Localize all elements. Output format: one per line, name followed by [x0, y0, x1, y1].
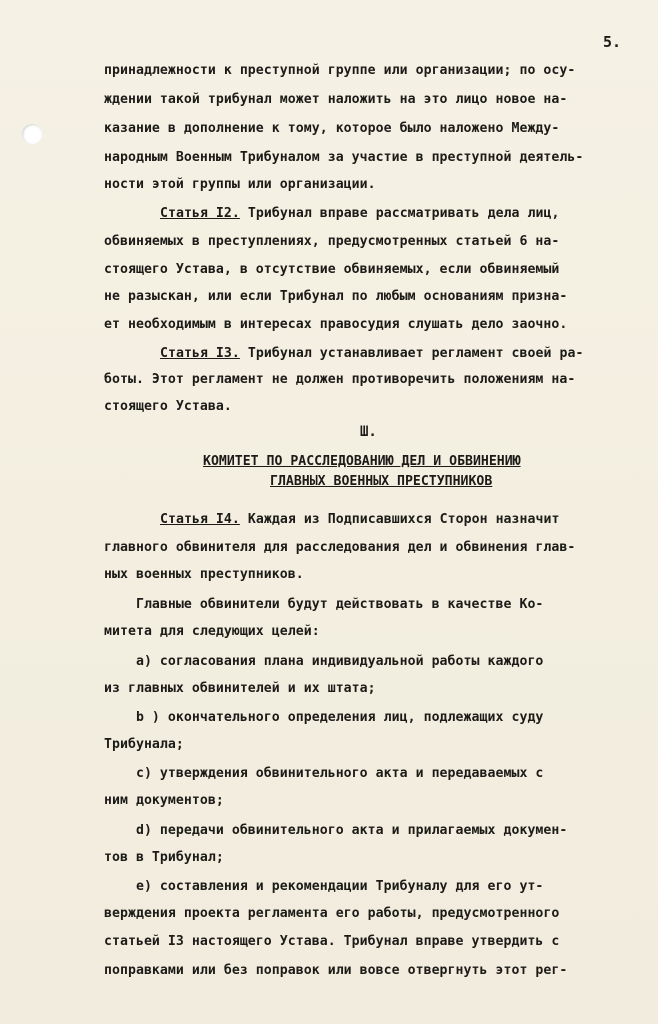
paragraph-line: казание в дополнение к тому, которое было наложено Между- [104, 121, 560, 136]
paragraph-line: главного обвинителя для расследования дел и обвинения глав- [104, 540, 576, 555]
section-heading-line-1: КОМИТЕТ ПО РАССЛЕДОВАНИЮ ДЕЛ И ОБВИНЕНИЮ [203, 454, 521, 469]
article-14-text: Каждая из Подписавшихся Сторон назначит [239, 512, 560, 527]
list-item-a-line: из главных обвинителей и их штата; [104, 681, 376, 696]
section-heading-line-2: ГЛАВНЫХ ВОЕННЫХ ПРЕСТУПНИКОВ [270, 474, 493, 489]
paragraph-line: стоящего Устава, в отсутствие обвиняемых, если обвиняемый [104, 262, 560, 277]
article-14-label: Статья I4. [160, 512, 240, 527]
article-12-text: Трибунал вправе рассматривать дела лиц, [239, 206, 560, 221]
list-item-b-line: b ) окончательного определения лиц, подлежащих суду [104, 710, 544, 725]
article-12-first-line [160, 205, 560, 223]
paragraph-line: народным Военным Трибуналом за участие в преступной деятель- [104, 150, 584, 165]
article-13-label: Статья I3. [160, 346, 240, 361]
section-numeral: Ш. [360, 424, 377, 440]
paragraph-line: стоящего Устава. [104, 399, 232, 414]
paragraph-line: митета для следующих целей: [104, 624, 320, 639]
paragraph-line: боты. Этот регламент не должен противоречить положениям на- [104, 372, 576, 387]
list-item-c-line: ним документов; [104, 793, 224, 808]
list-item-d-line: тов в Трибунал; [104, 850, 224, 865]
list-item-d-line: d) передачи обвинительного акта и прилагаемых докумен- [104, 823, 568, 838]
paragraph-line: ности этой группы или организации. [104, 177, 376, 192]
list-item-e-line: е) составления и рекомендации Трибуналу для его ут- [104, 879, 544, 894]
list-item-e-line: поправками или без поправок или вовсе отвергнуть этот рег- [104, 963, 568, 978]
list-item-a-line: а) согласования плана индивидуальной работы каждого [104, 654, 544, 669]
list-item-c-line: с) утверждения обвинительного акта и передаваемых с [104, 766, 544, 781]
paragraph-line: не разыскан, или если Трибунал по любым основаниям призна- [104, 289, 568, 304]
paragraph-line: ет необходимым в интересах правосудия слушать дело заочно. [104, 317, 568, 332]
list-item-e-line: статьей I3 настоящего Устава. Трибунал вправе утвердить с [104, 934, 560, 949]
article-13-text: Трибунал устанавливает регламент своей ра- [239, 346, 584, 361]
paragraph-line: принадлежности к преступной группе или организации; по осу- [104, 63, 576, 78]
paragraph-line: ждении такой трибунал может наложить на это лицо новое на- [104, 92, 568, 107]
paragraph-line: обвиняемых в преступлениях, предусмотренных статьей 6 на- [104, 234, 560, 249]
paragraph-line: Главные обвинители будут действовать в качестве Ко- [104, 597, 544, 612]
list-item-b-line: Трибунала; [104, 737, 184, 752]
list-item-e-line: верждения проекта регламента его работы, предусмотренного [104, 906, 560, 921]
punch-hole [22, 124, 42, 144]
article-12-label: Статья I2. [160, 206, 240, 221]
page-number: 5. [603, 33, 622, 51]
paragraph-line: ных военных преступников. [104, 567, 304, 582]
article-14-first-line [160, 511, 560, 529]
article-13-first-line [160, 345, 583, 363]
